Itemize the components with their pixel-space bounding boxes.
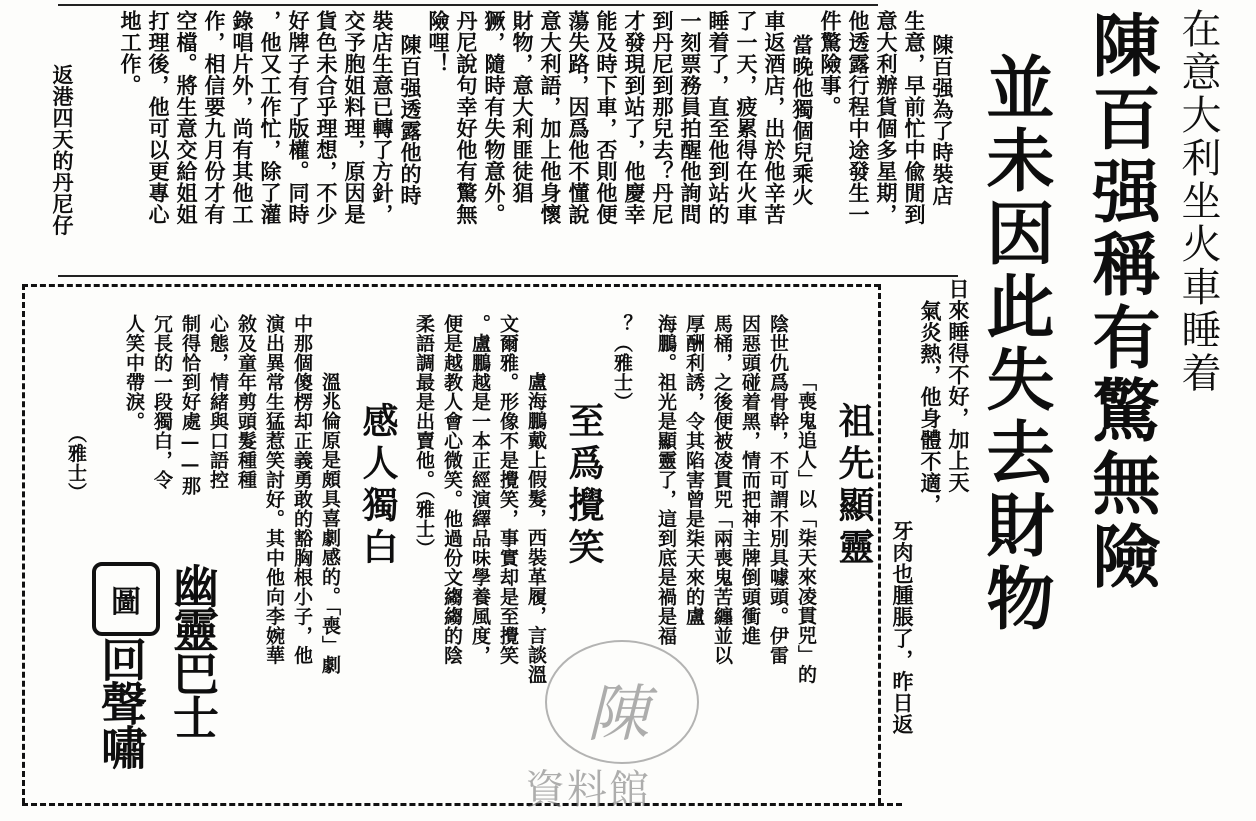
body-column: 地工作。 <box>118 10 143 96</box>
body-column: 他透露行程中途發生一 <box>846 10 871 225</box>
body-column: 交予胞姐料理，原因是 <box>342 10 367 225</box>
watermark-text: 資料館 <box>525 767 651 813</box>
body-column: 陳百强透露他的時 <box>398 34 423 206</box>
body-column: 好牌子有了版權。同時 <box>286 10 311 225</box>
body-column: 空檔。將生意交給姐姐 <box>174 10 199 225</box>
body-column: 獗，隨時有失物意外。 <box>482 10 507 225</box>
review-column: 「喪鬼追人」以「柒天來凌貫兕」的 <box>795 372 817 684</box>
review-column: 柔語調最是出賣他。（雅士） <box>413 314 435 558</box>
review-title: 至爲攪笑 <box>563 402 605 570</box>
review-column: 人笑中帶淚。 <box>123 314 145 431</box>
review-column: 演出異常生猛惹笑討好。其中他向李婉華 <box>263 314 285 665</box>
review-column: 便是越教人會心微笑。他過份文縐縐的陰 <box>441 314 463 665</box>
review-column: 中那個傻楞却正義勇敢的豁胸根小子，他 <box>291 314 313 665</box>
body-column: 裝店生意已轉了方針， <box>370 10 395 225</box>
column-logo-line-1: 幽靈巴士 <box>166 562 220 738</box>
article-headline-2: 並未因此失去財物 <box>975 52 1054 636</box>
archive-watermark <box>525 640 735 815</box>
box-border-bottom <box>22 803 902 808</box>
review-column: 因惡頭碰着黑，情而把神主牌倒頭衝進 <box>739 314 761 646</box>
column-seal: 圖 <box>92 562 160 636</box>
body-column: 財物，意大利匪徒猖 <box>510 10 535 204</box>
body-column: 件驚險事。 <box>818 10 843 118</box>
review-column: 心態，情緒與口語控 <box>207 314 229 490</box>
review-column: 制得恰到好處——那 <box>179 314 201 496</box>
body-column: 車返酒店，出於他辛苦 <box>762 10 787 225</box>
review-column: 厚酬利誘，令其陷害曾是柒天來的盧 <box>683 314 705 626</box>
body-column: 了一天，疲累得在火車 <box>734 10 759 225</box>
watermark-brush-mark: 陳 <box>587 677 650 750</box>
review-column: 溫兆倫原是頗具喜劇感的。「喪」劇 <box>319 372 341 675</box>
review-title: 感人獨白 <box>357 402 399 570</box>
review-column: 文爾雅。形像不是攪笑，事實却是至攪笑 <box>497 314 519 665</box>
continuation-column: 日來睡得不好，加上天 <box>946 278 971 493</box>
section-divider <box>58 275 958 277</box>
continuation-column: 牙肉也腫脹了，昨日返 <box>890 520 915 735</box>
body-column: 生意，早前忙中偸閒到 <box>902 10 927 225</box>
body-column: 當晚他獨個兒乘火 <box>790 34 815 206</box>
body-column: 能及時下車，否則他便 <box>594 10 619 225</box>
body-column: 才發現到站了，他慶幸 <box>622 10 647 225</box>
box-border-left <box>22 284 27 804</box>
body-column: 一刻票務員拍醒他詢問 <box>678 10 703 225</box>
continuation-column: 氣炎熱，他身體不適， <box>918 300 943 515</box>
article-kicker: 在意大利坐火車睡着 <box>1175 8 1221 395</box>
review-column: 冗長的一段獨白，令 <box>151 314 173 490</box>
body-column: 貨色未合乎理想，不少 <box>314 10 339 225</box>
body-column: 險哩！ <box>426 10 451 75</box>
review-column: （雅士） <box>65 424 87 502</box>
body-column: 返港四天的丹尼仔 <box>50 64 75 236</box>
body-column: ，他又工作忙，除了灌 <box>258 10 283 225</box>
review-column: 馬桶，之後便被凌貫兕「兩喪鬼苦纏並以 <box>711 314 733 665</box>
review-column: 。盧鵬越是一本正經演繹品味學養風度， <box>469 314 491 665</box>
article-headline-1: 陳百强稱有驚無險 <box>1081 10 1160 594</box>
body-column: 蕩失路，因爲他不懂說 <box>566 10 591 225</box>
review-column: 盧海鵬戴上假髮，西裝革履，言談溫 <box>525 372 547 684</box>
body-column: 意大利辦貨個多星期， <box>874 10 899 225</box>
column-logo-line-2: 回聲嘯 <box>94 636 148 768</box>
review-title: 祖先顯靈 <box>833 402 875 570</box>
body-column: 意大利語，加上他身懷 <box>538 10 563 225</box>
body-column: 丹尼說句幸好他有驚無 <box>454 10 479 225</box>
top-rule <box>58 4 878 6</box>
box-border-top <box>22 284 880 289</box>
review-column: ？（雅士） <box>611 314 633 412</box>
body-column: 到丹尼到那兒去？丹尼 <box>650 10 675 225</box>
body-column: 睡着了，直至他到站的 <box>706 10 731 225</box>
body-column: 打理後，他可以更專心 <box>146 10 171 225</box>
review-column: 陰世仇爲骨幹，不可謂不別具噱頭。伊雷 <box>767 314 789 665</box>
body-column: 陳百强為了時裝店 <box>930 34 955 206</box>
box-border-right <box>878 284 883 804</box>
review-column: 敘及童年剪頭髮種種 <box>235 314 257 490</box>
body-column: 作，相信要九月份才有 <box>202 10 227 225</box>
body-column: 錄唱片外，尚有其他工 <box>230 10 255 225</box>
review-column: 海鵬。祖光是顯靈了，這到底是禍是福 <box>655 314 677 646</box>
